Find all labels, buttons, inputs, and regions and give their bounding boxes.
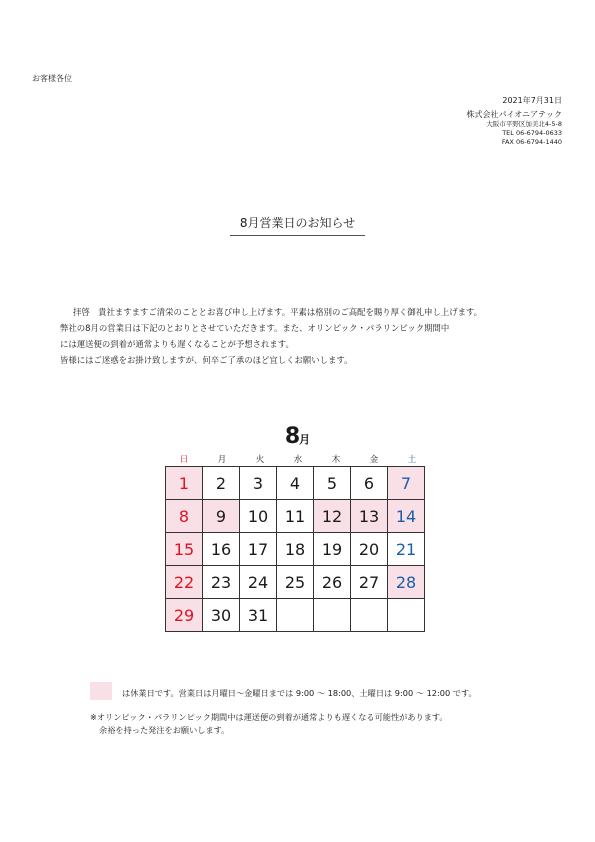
body-line-4: 皆様にはご迷惑をお掛け致しますが、何卒ご了承のほど宜しくお願いします。 — [60, 355, 353, 365]
company-fax: FAX 06-6794-1440 — [501, 138, 562, 146]
month-unit: 月 — [299, 433, 311, 446]
calendar-empty-cell — [277, 599, 314, 632]
calendar-day-cell: 3 — [240, 467, 277, 500]
calendar-day-cell: 30 — [203, 599, 240, 632]
calendar-day-cell: 18 — [277, 533, 314, 566]
weekday-mon: 月 — [217, 455, 227, 465]
note-line-1: ※オリンピック・パラリンピック期間中は運送便の到着が通常よりも遅くなる可能性があります。 — [90, 712, 448, 722]
calendar-day-cell: 6 — [351, 467, 388, 500]
calendar-day-cell: 12 — [314, 500, 351, 533]
calendar-grid — [165, 466, 425, 632]
calendar-day-cell: 10 — [240, 500, 277, 533]
calendar-day-cell: 9 — [203, 500, 240, 533]
calendar-empty-cell — [388, 599, 425, 632]
calendar-day-cell: 8 — [166, 500, 203, 533]
body-line-2: 弊社の8月の営業日は下記のとおりとさせていただきます。また、オリンピック・パラリンピック期間中 — [60, 323, 450, 333]
calendar-day-cell: 21 — [388, 533, 425, 566]
calendar-day-cell: 4 — [277, 467, 314, 500]
company-name: 株式会社パイオニアテック — [466, 110, 562, 119]
calendar-week-row — [166, 533, 425, 566]
calendar-day-cell: 26 — [314, 566, 351, 599]
month-number: 8 — [284, 424, 300, 449]
calendar-week-row — [166, 467, 425, 500]
calendar-week-row — [166, 500, 425, 533]
calendar-month-heading — [0, 424, 595, 449]
holiday-legend-text: は休業日です。営業日は月曜日〜金曜日までは 9:00 〜 18:00、土曜日は 9:00 〜 12:00 です。 — [122, 688, 477, 698]
calendar-day-cell: 22 — [166, 566, 203, 599]
calendar-day-cell: 17 — [240, 533, 277, 566]
weekday-tue: 火 — [255, 455, 265, 465]
calendar-day-cell: 15 — [166, 533, 203, 566]
note-line-2: 余裕を持った発注をお願いします。 — [99, 725, 230, 735]
holiday-legend-swatch — [90, 682, 112, 700]
page-title: 8月営業日のお知らせ — [230, 214, 365, 236]
calendar-day-cell: 23 — [203, 566, 240, 599]
calendar-day-cell: 7 — [388, 467, 425, 500]
calendar-day-cell: 2 — [203, 467, 240, 500]
calendar-day-cell: 28 — [388, 566, 425, 599]
calendar-day-cell: 27 — [351, 566, 388, 599]
calendar-day-cell: 11 — [277, 500, 314, 533]
calendar-day-cell: 29 — [166, 599, 203, 632]
calendar-day-cell: 16 — [203, 533, 240, 566]
calendar-day-cell: 1 — [166, 467, 203, 500]
sender-block — [467, 95, 562, 147]
calendar-day-cell: 25 — [277, 566, 314, 599]
calendar-empty-cell — [351, 599, 388, 632]
addressee: お客様各位 — [32, 74, 72, 83]
body-line-3: には運送便の到着が通常よりも遅くなることが予想されます。 — [60, 339, 294, 349]
calendar-day-cell: 31 — [240, 599, 277, 632]
weekday-header — [165, 453, 431, 465]
company-address: 大阪市平野区加美北4-5-8 — [486, 120, 562, 128]
calendar-week-row — [166, 599, 425, 632]
shipping-note — [90, 711, 448, 737]
calendar-empty-cell — [314, 599, 351, 632]
weekday-thu: 木 — [331, 455, 341, 465]
calendar-day-cell: 19 — [314, 533, 351, 566]
body-line-1: 拝啓 貴社ますますご清栄のこととお喜び申し上げます。平素は格別のご高配を賜り厚く御礼申し上げます。 — [73, 307, 483, 317]
calendar-day-cell: 20 — [351, 533, 388, 566]
issue-date: 2021年7月31日 — [502, 96, 562, 105]
title-wrap — [0, 212, 595, 236]
weekday-sat: 土 — [407, 455, 417, 465]
letter-body — [60, 304, 560, 368]
weekday-sun: 日 — [179, 455, 189, 465]
calendar-day-cell: 24 — [240, 566, 277, 599]
calendar-day-cell: 13 — [351, 500, 388, 533]
weekday-wed: 水 — [293, 455, 303, 465]
company-tel: TEL 06-6794-0633 — [502, 129, 562, 137]
calendar-week-row — [166, 566, 425, 599]
calendar-day-cell: 5 — [314, 467, 351, 500]
weekday-fri: 金 — [369, 455, 379, 465]
calendar-day-cell: 14 — [388, 500, 425, 533]
